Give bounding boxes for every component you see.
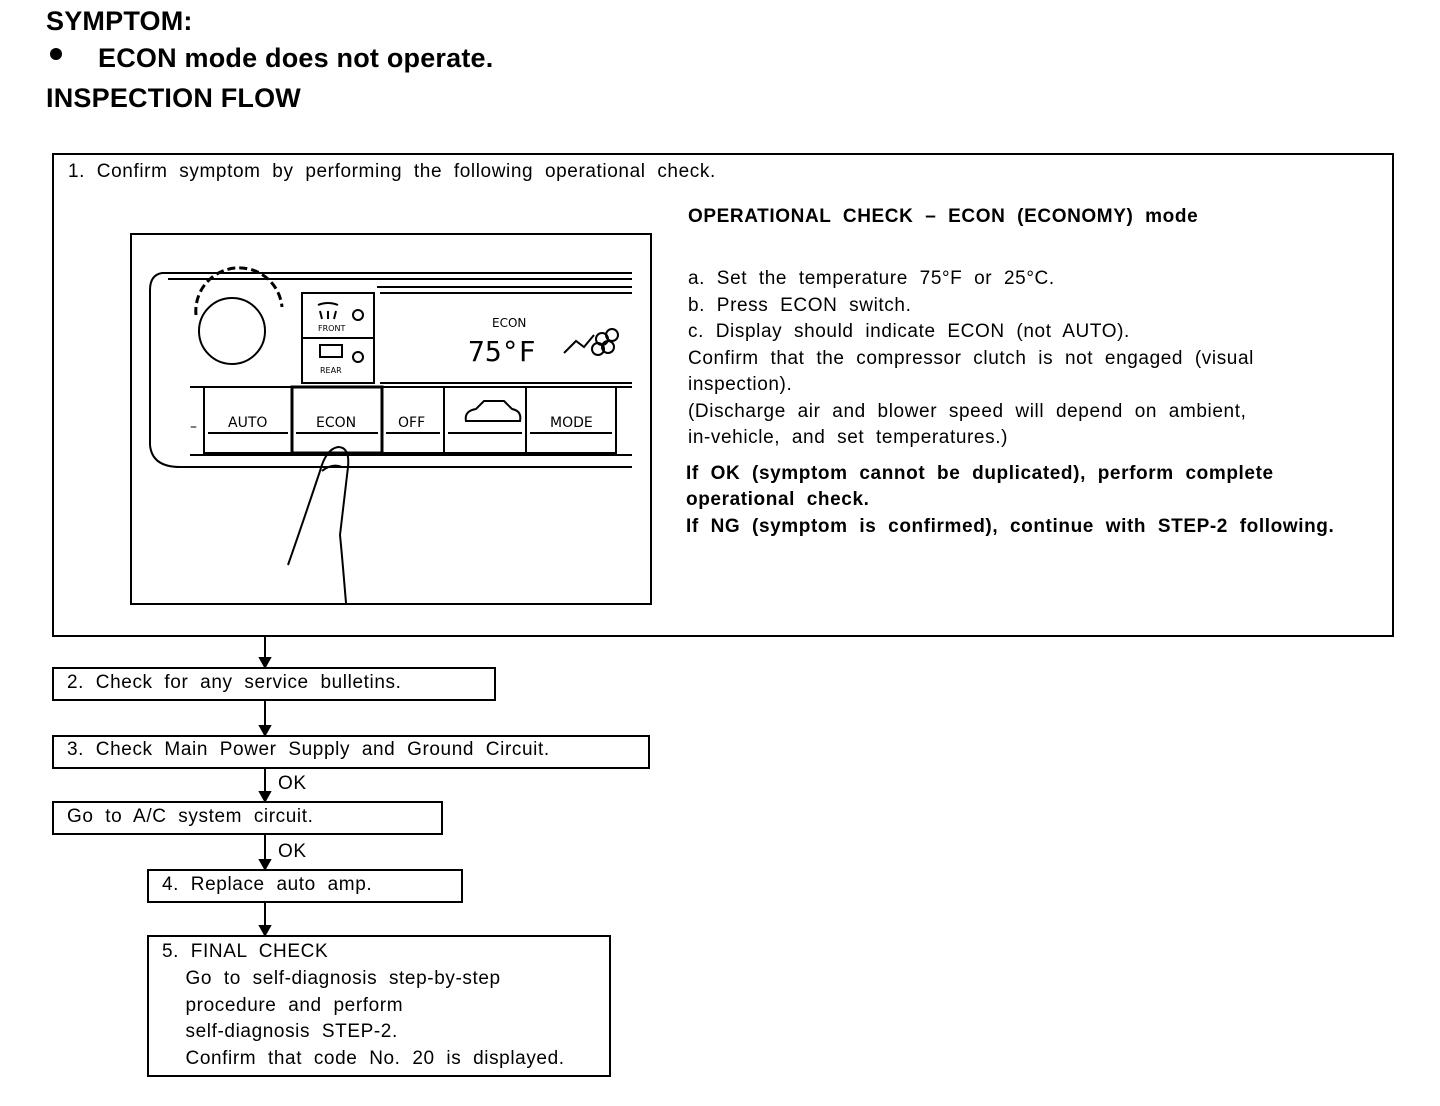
step5-line-1: 5. FINAL CHECK [162,941,329,962]
ok-line-1: If OK (symptom cannot be duplicated), perform complete [686,463,1274,484]
inspection-flow-title: INSPECTION FLOW [46,83,301,113]
op-line-c: c. Display should indicate ECON (not AUTO). [688,321,1130,342]
symptom-text: ECON mode does not operate. [98,43,494,73]
op-line-a: a. Set the temperature 75°F or 25°C. [688,268,1055,289]
mode-button: MODE [550,415,593,431]
front-label: FRONT [318,324,346,333]
operational-check-title: OPERATIONAL CHECK – ECON (ECONOMY) mode [688,206,1199,227]
symptom-label: SYMPTOM: [46,6,193,36]
display-econ: ECON [492,316,527,330]
op-line-invehicle: in-vehicle, and set temperatures.) [688,427,1009,448]
ng-line: If NG (symptom is confirmed), continue with STEP-2 following. [686,516,1335,537]
ok-label-2: OK [278,841,307,862]
ok-label-1: OK [278,773,307,794]
display-temp: 75°F [468,335,536,368]
step2-text: 2. Check for any service bulletins. [67,672,402,693]
op-line-inspection: inspection). [688,374,793,395]
svg-text:–: – [190,419,197,435]
step5-line-2: Go to self-diagnosis step-by-step [162,968,501,989]
step4-text: 4. Replace auto amp. [162,874,373,895]
op-line-b: b. Press ECON switch. [688,294,912,316]
auto-button: AUTO [228,415,268,431]
step3-text: 3. Check Main Power Supply and Ground Circuit. [67,739,550,760]
op-line-discharge: (Discharge air and blower speed will depend on ambient, [688,401,1247,422]
step5-line-4: self-diagnosis STEP-2. [162,1021,398,1042]
step5-line-5: Confirm that code No. 20 is displayed. [162,1048,565,1069]
step5-line-3: procedure and perform [162,995,404,1016]
econ-button: ECON [316,415,357,431]
off-button: OFF [398,415,426,431]
step1-text: 1. Confirm symptom by performing the following operational check. [68,161,716,182]
rear-label: REAR [320,366,342,375]
goto-ac-text: Go to A/C system circuit. [67,806,314,827]
ok-line-2: operational check. [686,489,870,510]
op-line-confirm: Confirm that the compressor clutch is not engaged (visual [688,348,1254,369]
